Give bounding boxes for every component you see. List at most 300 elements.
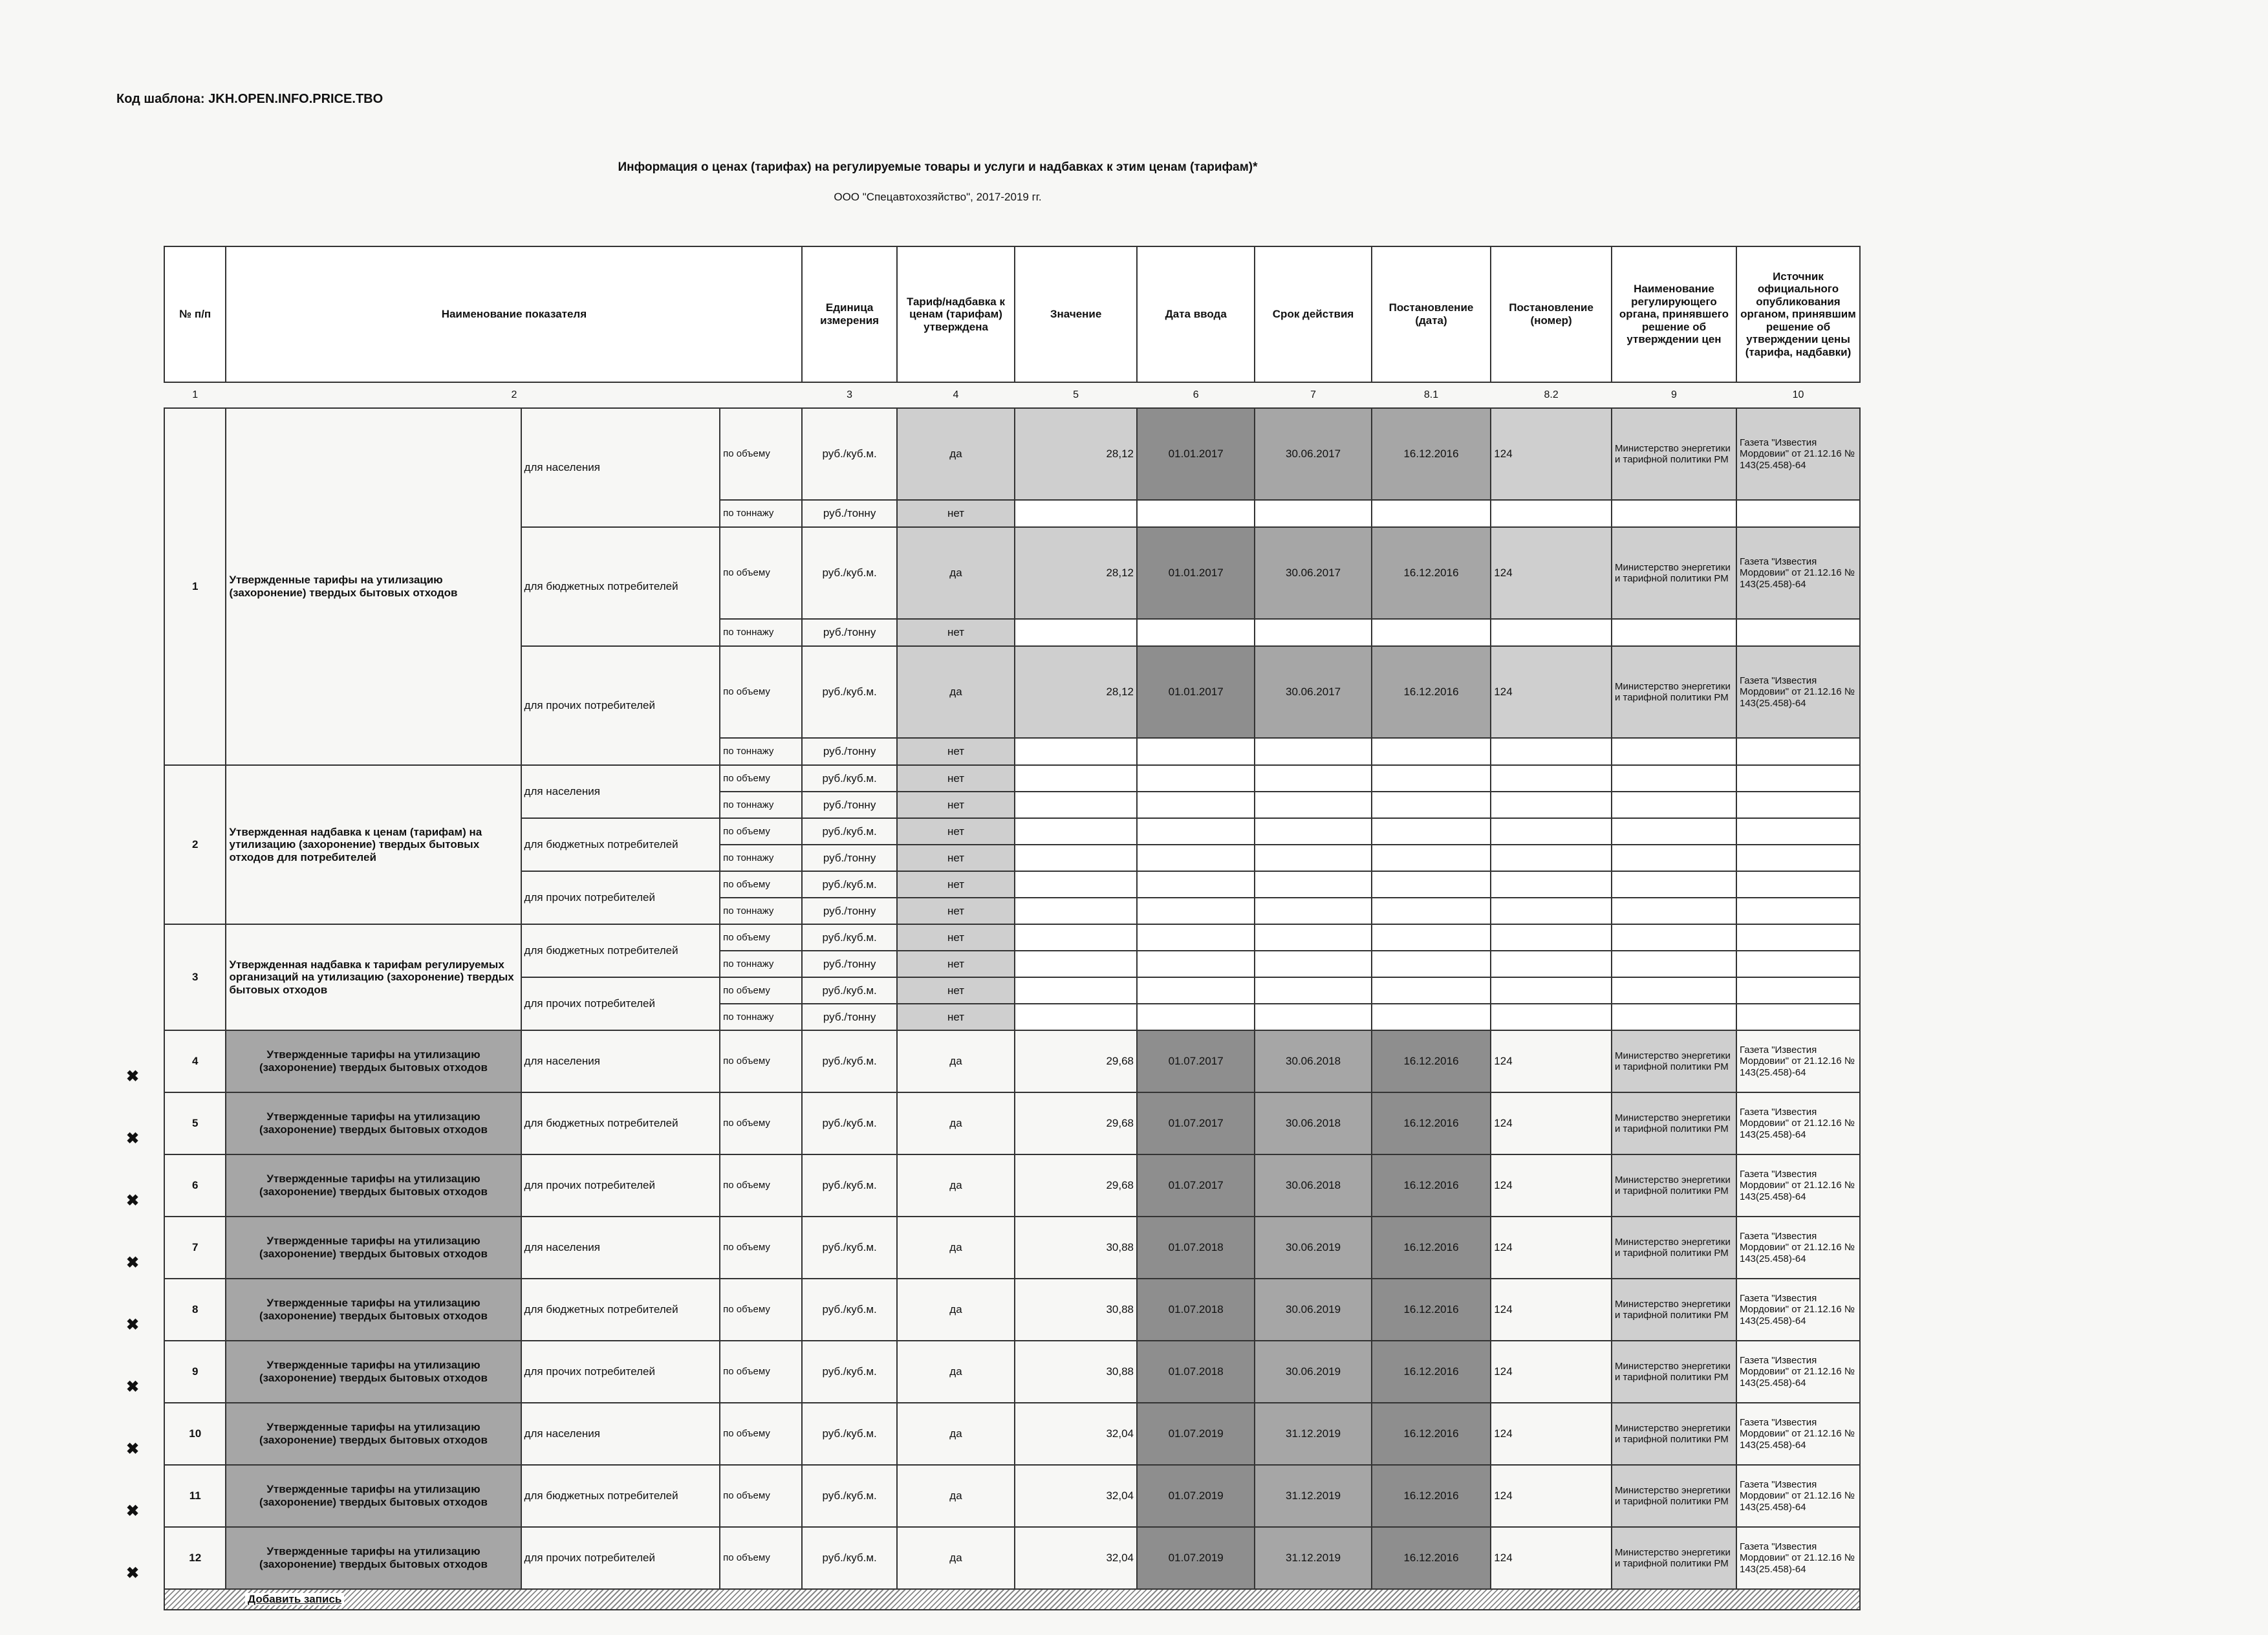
resolution-number-cell: 124 bbox=[1491, 527, 1612, 619]
col-index: 4 bbox=[897, 382, 1015, 408]
empty-cell bbox=[1736, 845, 1860, 871]
indicator-name: Утвержденные тарифы на утилизацию (захоронение) твердых бытовых отходов bbox=[226, 1154, 521, 1217]
approved-cell: да bbox=[897, 1465, 1015, 1527]
empty-cell bbox=[1255, 871, 1371, 898]
unit-cell: руб./куб.м. bbox=[802, 1341, 896, 1403]
unit-cell: руб./куб.м. bbox=[802, 765, 896, 792]
end-date-cell: 30.06.2018 bbox=[1255, 1030, 1371, 1092]
approved-cell: да bbox=[897, 408, 1015, 500]
indicator-name: Утвержденные тарифы на утилизацию (захоронение) твердых бытовых отходов bbox=[226, 408, 521, 765]
unit-cell: руб./тонну bbox=[802, 500, 896, 527]
unit-cell: руб./куб.м. bbox=[802, 527, 896, 619]
approved-cell: нет bbox=[897, 619, 1015, 646]
resolution-date-cell: 16.12.2016 bbox=[1372, 1092, 1491, 1154]
resolution-date-cell: 16.12.2016 bbox=[1372, 1217, 1491, 1279]
measure-type: по тоннажу bbox=[720, 845, 802, 871]
end-date-cell: 30.06.2019 bbox=[1255, 1217, 1371, 1279]
empty-cell bbox=[1736, 792, 1860, 818]
source-cell: Газета "Известия Мордовии" от 21.12.16 № 143(25.458)-64 bbox=[1736, 646, 1860, 738]
col-index: 2 bbox=[226, 382, 802, 408]
empty-cell bbox=[1372, 1004, 1491, 1030]
empty-cell bbox=[1137, 738, 1255, 765]
approved-cell: нет bbox=[897, 898, 1015, 924]
measure-type: по объему bbox=[720, 1030, 802, 1092]
delete-mark-icon[interactable]: ✖ bbox=[126, 1191, 140, 1209]
resolution-number-cell: 124 bbox=[1491, 1279, 1612, 1341]
measure-type: по объему bbox=[720, 924, 802, 951]
approved-cell: нет bbox=[897, 845, 1015, 871]
resolution-number-cell: 124 bbox=[1491, 1092, 1612, 1154]
table-row bbox=[164, 1217, 1860, 1279]
empty-cell bbox=[1137, 619, 1255, 646]
approved-cell: да bbox=[897, 1092, 1015, 1154]
row-number: 11 ✖ bbox=[164, 1465, 226, 1527]
unit-cell: руб./куб.м. bbox=[802, 1030, 896, 1092]
empty-cell bbox=[1015, 845, 1137, 871]
resolution-number-cell: 124 bbox=[1491, 408, 1612, 500]
source-cell: Газета "Известия Мордовии" от 21.12.16 № 143(25.458)-64 bbox=[1736, 1527, 1860, 1589]
empty-cell bbox=[1372, 871, 1491, 898]
empty-cell bbox=[1015, 792, 1137, 818]
value-cell: 32,04 bbox=[1015, 1403, 1137, 1465]
empty-cell bbox=[1612, 977, 1736, 1004]
indicator-name: Утвержденные тарифы на утилизацию (захоронение) твердых бытовых отходов bbox=[226, 1092, 521, 1154]
table-row bbox=[164, 1527, 1860, 1589]
approved-cell: нет bbox=[897, 977, 1015, 1004]
unit-cell: руб./тонну bbox=[802, 951, 896, 977]
approved-cell: да bbox=[897, 1341, 1015, 1403]
start-date-cell: 01.07.2017 bbox=[1137, 1154, 1255, 1217]
unit-cell: руб./куб.м. bbox=[802, 1279, 896, 1341]
consumer-group: для прочих потребителей bbox=[521, 1341, 720, 1403]
source-cell: Газета "Известия Мордовии" от 21.12.16 № 143(25.458)-64 bbox=[1736, 1279, 1860, 1341]
col-index: 3 bbox=[802, 382, 896, 408]
consumer-group: для населения bbox=[521, 1217, 720, 1279]
consumer-group: для населения bbox=[521, 1403, 720, 1465]
col-index: 8.1 bbox=[1372, 382, 1491, 408]
organ-cell: Министерство энергетики и тарифной политики РМ bbox=[1612, 1092, 1736, 1154]
empty-cell bbox=[1491, 924, 1612, 951]
measure-type: по тоннажу bbox=[720, 951, 802, 977]
measure-type: по объему bbox=[720, 765, 802, 792]
resolution-number-cell: 124 bbox=[1491, 1154, 1612, 1217]
approved-cell: да bbox=[897, 646, 1015, 738]
col-index: 9 bbox=[1612, 382, 1736, 408]
consumer-group: для населения bbox=[521, 408, 720, 527]
measure-type: по объему bbox=[720, 646, 802, 738]
header-value: Значение bbox=[1015, 246, 1137, 382]
empty-cell bbox=[1255, 792, 1371, 818]
empty-cell bbox=[1255, 500, 1371, 527]
unit-cell: руб./куб.м. bbox=[802, 924, 896, 951]
column-index-row bbox=[164, 382, 1860, 408]
empty-cell bbox=[1612, 871, 1736, 898]
unit-cell: руб./куб.м. bbox=[802, 1527, 896, 1589]
empty-cell bbox=[1137, 871, 1255, 898]
unit-cell: руб./тонну bbox=[802, 898, 896, 924]
col-index: 1 bbox=[164, 382, 226, 408]
consumer-group: для населения bbox=[521, 1030, 720, 1092]
delete-mark-icon[interactable]: ✖ bbox=[126, 1502, 140, 1520]
empty-cell bbox=[1137, 898, 1255, 924]
empty-cell bbox=[1372, 765, 1491, 792]
table-row bbox=[164, 1154, 1860, 1217]
indicator-name: Утвержденные тарифы на утилизацию (захоронение) твердых бытовых отходов bbox=[226, 1279, 521, 1341]
consumer-group: для бюджетных потребителей bbox=[521, 1279, 720, 1341]
source-cell: Газета "Известия Мордовии" от 21.12.16 № 143(25.458)-64 bbox=[1736, 408, 1860, 500]
template-code: Код шаблона: JKH.OPEN.INFO.PRICE.TBO bbox=[116, 92, 383, 106]
unit-cell: руб./куб.м. bbox=[802, 818, 896, 845]
table-row bbox=[164, 1465, 1860, 1527]
col-index: 10 bbox=[1736, 382, 1860, 408]
start-date-cell: 01.07.2019 bbox=[1137, 1465, 1255, 1527]
empty-cell bbox=[1612, 951, 1736, 977]
value-cell: 28,12 bbox=[1015, 646, 1137, 738]
page-title: Информация о ценах (тарифах) на регулируемые товары и услуги и надбавках к этим ценам (тарифам)* bbox=[618, 160, 1258, 174]
header-res-date: Постановление (дата) bbox=[1372, 246, 1491, 382]
value-cell: 32,04 bbox=[1015, 1465, 1137, 1527]
empty-cell bbox=[1612, 845, 1736, 871]
resolution-date-cell: 16.12.2016 bbox=[1372, 1527, 1491, 1589]
start-date-cell: 01.01.2017 bbox=[1137, 646, 1255, 738]
page-subtitle: ООО "Спецавтохозяйство", 2017-2019 гг. bbox=[834, 191, 1042, 203]
indicator-name: Утвержденные тарифы на утилизацию (захоронение) твердых бытовых отходов bbox=[226, 1030, 521, 1092]
resolution-number-cell: 124 bbox=[1491, 1465, 1612, 1527]
empty-cell bbox=[1255, 951, 1371, 977]
empty-cell bbox=[1137, 818, 1255, 845]
start-date-cell: 01.07.2018 bbox=[1137, 1341, 1255, 1403]
empty-cell bbox=[1015, 951, 1137, 977]
empty-cell bbox=[1015, 871, 1137, 898]
row-number: 7 ✖ bbox=[164, 1217, 226, 1279]
consumer-group: для населения bbox=[521, 765, 720, 818]
approved-cell: да bbox=[897, 1279, 1015, 1341]
empty-cell bbox=[1015, 818, 1137, 845]
empty-cell bbox=[1736, 951, 1860, 977]
measure-type: по объему bbox=[720, 408, 802, 500]
header-num: № п/п bbox=[164, 246, 226, 382]
approved-cell: нет bbox=[897, 500, 1015, 527]
source-cell: Газета "Известия Мордовии" от 21.12.16 № 143(25.458)-64 bbox=[1736, 1092, 1860, 1154]
delete-mark-icon[interactable]: ✖ bbox=[126, 1253, 140, 1272]
consumer-group: для бюджетных потребителей bbox=[521, 527, 720, 646]
start-date-cell: 01.07.2019 bbox=[1137, 1527, 1255, 1589]
consumer-group: для бюджетных потребителей bbox=[521, 818, 720, 871]
organ-cell: Министерство энергетики и тарифной политики РМ bbox=[1612, 1217, 1736, 1279]
empty-cell bbox=[1137, 951, 1255, 977]
header-unit: Единица измерения bbox=[802, 246, 896, 382]
empty-cell bbox=[1491, 1004, 1612, 1030]
consumer-group: для прочих потребителей bbox=[521, 977, 720, 1030]
row-number: 12 ✖ bbox=[164, 1527, 226, 1589]
empty-cell bbox=[1255, 977, 1371, 1004]
measure-type: по тоннажу bbox=[720, 500, 802, 527]
approved-cell: нет bbox=[897, 951, 1015, 977]
measure-type: по объему bbox=[720, 1341, 802, 1403]
unit-cell: руб./куб.м. bbox=[802, 1465, 896, 1527]
end-date-cell: 31.12.2019 bbox=[1255, 1403, 1371, 1465]
consumer-group: для прочих потребителей bbox=[521, 646, 720, 765]
empty-cell bbox=[1491, 500, 1612, 527]
row-number: 5 ✖ bbox=[164, 1092, 226, 1154]
unit-cell: руб./тонну bbox=[802, 619, 896, 646]
empty-cell bbox=[1612, 792, 1736, 818]
start-date-cell: 01.07.2019 bbox=[1137, 1403, 1255, 1465]
row-number: 9 ✖ bbox=[164, 1341, 226, 1403]
source-cell: Газета "Известия Мордовии" от 21.12.16 № 143(25.458)-64 bbox=[1736, 1154, 1860, 1217]
empty-cell bbox=[1015, 500, 1137, 527]
empty-cell bbox=[1255, 1004, 1371, 1030]
empty-cell bbox=[1736, 924, 1860, 951]
approved-cell: да bbox=[897, 1217, 1015, 1279]
unit-cell: руб./тонну bbox=[802, 845, 896, 871]
end-date-cell: 30.06.2018 bbox=[1255, 1092, 1371, 1154]
empty-cell bbox=[1612, 738, 1736, 765]
approved-cell: нет bbox=[897, 1004, 1015, 1030]
unit-cell: руб./куб.м. bbox=[802, 1217, 896, 1279]
measure-type: по тоннажу bbox=[720, 1004, 802, 1030]
empty-cell bbox=[1491, 619, 1612, 646]
empty-cell bbox=[1612, 818, 1736, 845]
delete-mark-icon[interactable]: ✖ bbox=[126, 1316, 140, 1334]
table-row bbox=[164, 765, 1860, 792]
empty-cell bbox=[1137, 1004, 1255, 1030]
delete-mark-icon[interactable]: ✖ bbox=[126, 1440, 140, 1458]
header-period: Срок действия bbox=[1255, 246, 1371, 382]
empty-cell bbox=[1736, 818, 1860, 845]
consumer-group: для бюджетных потребителей bbox=[521, 1465, 720, 1527]
value-cell: 29,68 bbox=[1015, 1154, 1137, 1217]
indicator-name: Утвержденная надбавка к ценам (тарифам) на утилизацию (захоронение) твердых бытовых отходов для потребителей bbox=[226, 765, 521, 924]
row-number: 8 ✖ bbox=[164, 1279, 226, 1341]
approved-cell: нет bbox=[897, 765, 1015, 792]
empty-cell bbox=[1372, 500, 1491, 527]
end-date-cell: 30.06.2017 bbox=[1255, 527, 1371, 619]
consumer-group: для прочих потребителей bbox=[521, 871, 720, 924]
measure-type: по объему bbox=[720, 1465, 802, 1527]
measure-type: по объему bbox=[720, 527, 802, 619]
resolution-date-cell: 16.12.2016 bbox=[1372, 1154, 1491, 1217]
start-date-cell: 01.07.2018 bbox=[1137, 1279, 1255, 1341]
empty-cell bbox=[1372, 818, 1491, 845]
col-index: 6 bbox=[1137, 382, 1255, 408]
table-row bbox=[164, 1279, 1860, 1341]
indicator-name: Утвержденные тарифы на утилизацию (захоронение) твердых бытовых отходов bbox=[226, 1527, 521, 1589]
empty-cell bbox=[1491, 898, 1612, 924]
empty-cell bbox=[1372, 898, 1491, 924]
empty-cell bbox=[1372, 738, 1491, 765]
empty-cell bbox=[1736, 738, 1860, 765]
approved-cell: да bbox=[897, 527, 1015, 619]
table-row bbox=[164, 1341, 1860, 1403]
resolution-number-cell: 124 bbox=[1491, 1030, 1612, 1092]
approved-cell: да bbox=[897, 1154, 1015, 1217]
empty-cell bbox=[1491, 845, 1612, 871]
end-date-cell: 30.06.2019 bbox=[1255, 1279, 1371, 1341]
empty-cell bbox=[1255, 898, 1371, 924]
consumer-group: для бюджетных потребителей bbox=[521, 1092, 720, 1154]
value-cell: 29,68 bbox=[1015, 1030, 1137, 1092]
consumer-group: для прочих потребителей bbox=[521, 1154, 720, 1217]
source-cell: Газета "Известия Мордовии" от 21.12.16 № 143(25.458)-64 bbox=[1736, 1403, 1860, 1465]
start-date-cell: 01.07.2017 bbox=[1137, 1092, 1255, 1154]
resolution-date-cell: 16.12.2016 bbox=[1372, 1341, 1491, 1403]
unit-cell: руб./куб.м. bbox=[802, 408, 896, 500]
end-date-cell: 30.06.2017 bbox=[1255, 408, 1371, 500]
measure-type: по объему bbox=[720, 1403, 802, 1465]
empty-cell bbox=[1736, 898, 1860, 924]
resolution-number-cell: 124 bbox=[1491, 1217, 1612, 1279]
unit-cell: руб./тонну bbox=[802, 1004, 896, 1030]
empty-cell bbox=[1491, 792, 1612, 818]
value-cell: 32,04 bbox=[1015, 1527, 1137, 1589]
header-source: Источник официального опубликования органом, принявшим решение об утверждении цены (тарифа, надбавки) bbox=[1736, 246, 1860, 382]
empty-cell bbox=[1491, 977, 1612, 1004]
empty-cell bbox=[1372, 951, 1491, 977]
empty-cell bbox=[1372, 792, 1491, 818]
empty-cell bbox=[1736, 619, 1860, 646]
resolution-date-cell: 16.12.2016 bbox=[1372, 646, 1491, 738]
delete-mark-icon[interactable]: ✖ bbox=[126, 1564, 140, 1582]
source-cell: Газета "Известия Мордовии" от 21.12.16 № 143(25.458)-64 bbox=[1736, 1465, 1860, 1527]
empty-cell bbox=[1372, 924, 1491, 951]
empty-cell bbox=[1255, 924, 1371, 951]
resolution-number-cell: 124 bbox=[1491, 1527, 1612, 1589]
delete-mark-icon[interactable]: ✖ bbox=[126, 1129, 140, 1147]
resolution-date-cell: 16.12.2016 bbox=[1372, 1465, 1491, 1527]
source-cell: Газета "Известия Мордовии" от 21.12.16 № 143(25.458)-64 bbox=[1736, 1030, 1860, 1092]
empty-cell bbox=[1015, 898, 1137, 924]
approved-cell: нет bbox=[897, 924, 1015, 951]
approved-cell: нет bbox=[897, 792, 1015, 818]
header-row bbox=[164, 246, 1860, 382]
empty-cell bbox=[1255, 738, 1371, 765]
organ-cell: Министерство энергетики и тарифной политики РМ bbox=[1612, 1341, 1736, 1403]
empty-cell bbox=[1372, 845, 1491, 871]
end-date-cell: 31.12.2019 bbox=[1255, 1465, 1371, 1527]
indicator-name: Утвержденная надбавка к тарифам регулируемых организаций на утилизацию (захоронение) твердых бытовых отходов bbox=[226, 924, 521, 1030]
delete-mark-icon[interactable]: ✖ bbox=[126, 1378, 140, 1396]
source-cell: Газета "Известия Мордовии" от 21.12.16 № 143(25.458)-64 bbox=[1736, 1341, 1860, 1403]
empty-cell bbox=[1015, 619, 1137, 646]
unit-cell: руб./куб.м. bbox=[802, 1403, 896, 1465]
empty-cell bbox=[1491, 818, 1612, 845]
table-row bbox=[164, 408, 1860, 500]
header-organ: Наименование регулирующего органа, принявшего решение об утверждении цен bbox=[1612, 246, 1736, 382]
organ-cell: Министерство энергетики и тарифной политики РМ bbox=[1612, 646, 1736, 738]
resolution-date-cell: 16.12.2016 bbox=[1372, 1403, 1491, 1465]
empty-cell bbox=[1612, 924, 1736, 951]
measure-type: по объему bbox=[720, 1092, 802, 1154]
resolution-date-cell: 16.12.2016 bbox=[1372, 1279, 1491, 1341]
measure-type: по объему bbox=[720, 871, 802, 898]
end-date-cell: 31.12.2019 bbox=[1255, 1527, 1371, 1589]
empty-cell bbox=[1015, 924, 1137, 951]
row-number: 4 ✖ bbox=[164, 1030, 226, 1092]
col-index: 7 bbox=[1255, 382, 1371, 408]
value-cell: 29,68 bbox=[1015, 1092, 1137, 1154]
empty-cell bbox=[1736, 500, 1860, 527]
start-date-cell: 01.07.2017 bbox=[1137, 1030, 1255, 1092]
measure-type: по тоннажу bbox=[720, 738, 802, 765]
tariff-table bbox=[126, 246, 1861, 1610]
measure-type: по тоннажу bbox=[720, 898, 802, 924]
header-name: Наименование показателя bbox=[226, 246, 802, 382]
organ-cell: Министерство энергетики и тарифной политики РМ bbox=[1612, 1279, 1736, 1341]
measure-type: по объему bbox=[720, 1279, 802, 1341]
start-date-cell: 01.01.2017 bbox=[1137, 408, 1255, 500]
empty-cell bbox=[1736, 977, 1860, 1004]
add-record-link[interactable]: Добавить запись bbox=[245, 1593, 344, 1605]
delete-mark-icon[interactable]: ✖ bbox=[126, 1067, 140, 1085]
col-index: 8.2 bbox=[1491, 382, 1612, 408]
approved-cell: нет bbox=[897, 871, 1015, 898]
organ-cell: Министерство энергетики и тарифной политики РМ bbox=[1612, 1030, 1736, 1092]
approved-cell: нет bbox=[897, 738, 1015, 765]
resolution-number-cell: 124 bbox=[1491, 1403, 1612, 1465]
unit-cell: руб./куб.м. bbox=[802, 1092, 896, 1154]
value-cell: 28,12 bbox=[1015, 527, 1137, 619]
table-row bbox=[164, 1403, 1860, 1465]
empty-cell bbox=[1137, 924, 1255, 951]
organ-cell: Министерство энергетики и тарифной политики РМ bbox=[1612, 1465, 1736, 1527]
empty-cell bbox=[1612, 619, 1736, 646]
organ-cell: Министерство энергетики и тарифной политики РМ bbox=[1612, 1527, 1736, 1589]
value-cell: 28,12 bbox=[1015, 408, 1137, 500]
indicator-name: Утвержденные тарифы на утилизацию (захоронение) твердых бытовых отходов bbox=[226, 1403, 521, 1465]
empty-cell bbox=[1137, 792, 1255, 818]
row-number: 1 bbox=[164, 408, 226, 765]
unit-cell: руб./куб.м. bbox=[802, 871, 896, 898]
empty-cell bbox=[1137, 845, 1255, 871]
empty-cell bbox=[1612, 765, 1736, 792]
unit-cell: руб./куб.м. bbox=[802, 646, 896, 738]
measure-type: по тоннажу bbox=[720, 619, 802, 646]
approved-cell: нет bbox=[897, 818, 1015, 845]
value-cell: 30,88 bbox=[1015, 1279, 1137, 1341]
row-number: 3 bbox=[164, 924, 226, 1030]
empty-cell bbox=[1491, 951, 1612, 977]
measure-type: по объему bbox=[720, 1527, 802, 1589]
empty-cell bbox=[1612, 898, 1736, 924]
empty-cell bbox=[1612, 1004, 1736, 1030]
consumer-group: для прочих потребителей bbox=[521, 1527, 720, 1589]
approved-cell: да bbox=[897, 1030, 1015, 1092]
empty-cell bbox=[1491, 738, 1612, 765]
source-cell: Газета "Известия Мордовии" от 21.12.16 № 143(25.458)-64 bbox=[1736, 1217, 1860, 1279]
empty-cell bbox=[1015, 738, 1137, 765]
organ-cell: Министерство энергетики и тарифной политики РМ bbox=[1612, 527, 1736, 619]
value-cell: 30,88 bbox=[1015, 1341, 1137, 1403]
table-row bbox=[164, 1092, 1860, 1154]
empty-cell bbox=[1137, 977, 1255, 1004]
resolution-number-cell: 124 bbox=[1491, 1341, 1612, 1403]
consumer-group: для бюджетных потребителей bbox=[521, 924, 720, 977]
measure-type: по объему bbox=[720, 1154, 802, 1217]
add-record-row bbox=[164, 1589, 1860, 1610]
end-date-cell: 30.06.2018 bbox=[1255, 1154, 1371, 1217]
empty-cell bbox=[1015, 765, 1137, 792]
table-row bbox=[164, 1030, 1860, 1092]
unit-cell: руб./тонну bbox=[802, 738, 896, 765]
organ-cell: Министерство энергетики и тарифной политики РМ bbox=[1612, 1403, 1736, 1465]
indicator-name: Утвержденные тарифы на утилизацию (захоронение) твердых бытовых отходов bbox=[226, 1217, 521, 1279]
empty-cell bbox=[1612, 500, 1736, 527]
empty-cell bbox=[1736, 1004, 1860, 1030]
resolution-number-cell: 124 bbox=[1491, 646, 1612, 738]
empty-cell bbox=[1255, 818, 1371, 845]
add-record-cell bbox=[164, 1589, 1860, 1610]
